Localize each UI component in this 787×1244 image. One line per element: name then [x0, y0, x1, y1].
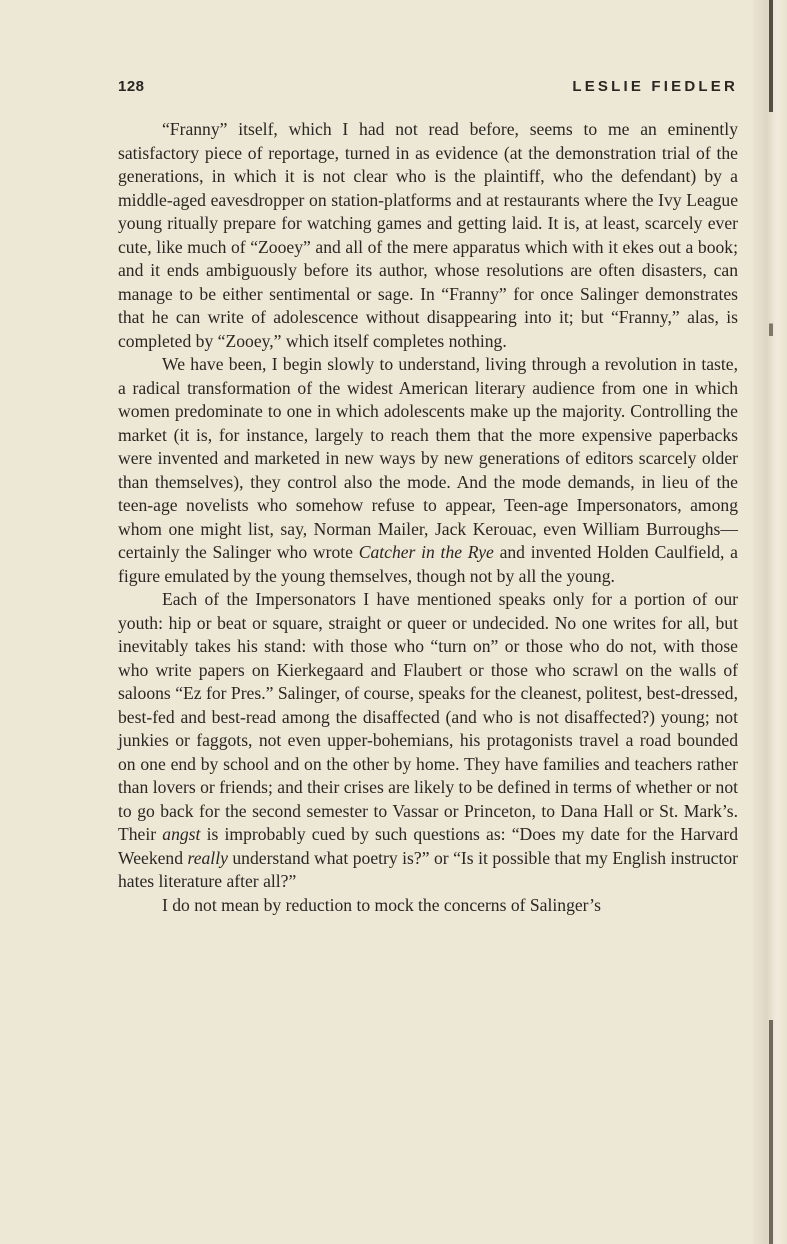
paragraph-2-text-after: and invented Holden Caulfield, a figure emulated by the young themselves, though not by all the young.: [118, 542, 738, 586]
page-header: [118, 78, 738, 100]
italic-really: really: [187, 847, 228, 868]
paragraph-1-text: “Franny” itself, which I had not read before, seems to me an eminently satisfactory piece of reportage, turned in as evidence (at the demonstration trial of the generations, in which it is not clear who is the plaintiff, who the defendant) by a middle-aged eavesdropper on station-platforms and at restaurants where the Ivy League young ritually prepare for watching games and getting laid. It is, at least, scarcely ever cute, like much of “Zooey” and all of the mere apparatus which with it ekes out a book; and it ends ambiguously before its author, whose resolutions are often disasters, can manage to be either sentimental or sage. In “Franny” for once Salinger demonstrates that he can write of adolescence without disappearing into it; but “Franny,” alas, is completed by “Zooey,” which itself completes nothing.: [118, 119, 738, 351]
paragraph-2-text-before: We have been, I begin slowly to understand, living through a revolution in taste, a radical transformation of the widest American literary audience from one in which women predominate to one in which adolescents make up the majority. Controlling the market (it is, for instance, largely to reach them that the more expensive paperbacks were invented and marketed in new ways by new generations of editors scarcely older than themselves), they control also the mode. And the mode demands, in lieu of the teen-age novelists who somehow refuse to appear, Teen-age Impersonators, among whom one might list, say, Norman Mailer, Jack Kerouac, even William Burroughs—certainly the Salinger who wrote: [118, 354, 738, 562]
page-number: 128: [118, 78, 145, 95]
italic-angst: angst: [162, 824, 201, 844]
paragraph-4-text: I do not mean by reduction to mock the concerns of Salinger’s: [162, 894, 601, 915]
body-text: [118, 118, 738, 917]
paragraph-3-text-middle: is improbably cued by such questions as: “Does my date for the Harvard Weekend: [118, 824, 738, 868]
paragraph-4: [118, 894, 738, 918]
running-head: LESLIE FIEDLER: [572, 78, 738, 95]
paragraph-3-text-after: understand what poetry is?” or “Is it possible that my English instructor hates literature after all?”: [118, 847, 738, 891]
paragraph-3: [118, 588, 738, 894]
paragraph-1: [118, 118, 738, 353]
paragraph-3-text-before: Each of the Impersonators I have mentioned speaks only for a portion of our youth: hip or beat or square, straight or queer or undecided. No one writes for all, but inevitably takes his stand: with those who “turn on” or those who do not, with those who write papers on Kierkegaard and Flaubert or those who scrawl on the walls of saloons “Ez for Pres.” Salinger, of course, speaks for the cleanest, politest, best-dressed, best-fed and best-read among the disaffected (and who is not disaffected?) young; not junkies or faggots, not even upper-bohemians, his protagonists travel a road bounded on one end by school and on the other by home. They have families and teachers rather than lovers or friends; and their crises are likely to be defined in terms of whether or not to go back for the second semester to Vassar or Princeton, to Dana Hall or St. Mark’s. Their: [118, 589, 738, 844]
book-title-catcher-in-the-rye: Catcher in the Rye: [358, 542, 494, 562]
paragraph-2: [118, 353, 738, 588]
binding-edge-line: [769, 0, 773, 1244]
